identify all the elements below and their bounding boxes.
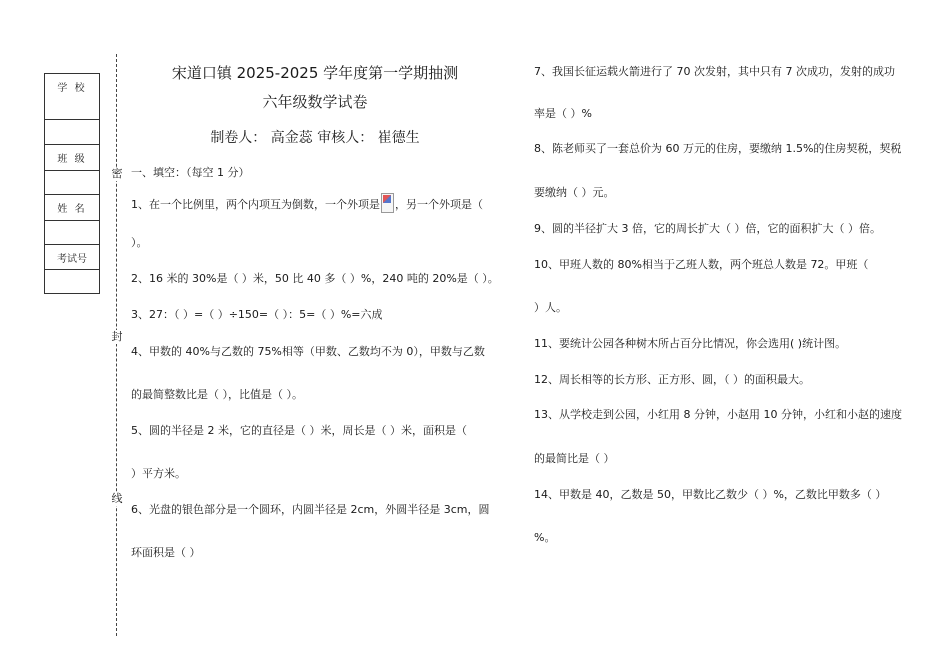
broken-image-icon	[381, 193, 394, 213]
name-field[interactable]	[45, 221, 100, 245]
student-info-table	[44, 73, 100, 294]
seal-dashed-line	[116, 54, 117, 636]
exam-makers: 制卷人： 高金蕊 审核人： 崔德生	[210, 130, 420, 146]
question-line: 13、从学校走到公园，小红用 8 分钟，小赵用 10 分钟，小红和小赵的速度	[534, 408, 902, 421]
question-line: 4、甲数的 40%与乙数的 75%相等（甲数、乙数均不为 0），甲数与乙数	[131, 345, 485, 358]
question-line: 要缴纳（ ）元。	[534, 186, 615, 199]
school-field[interactable]	[45, 120, 100, 145]
q1a-before: 1、在一个比例里，两个内项互为倒数，一个外项是	[131, 198, 380, 211]
question-line: 的最简比是（ ）	[534, 452, 615, 465]
question-line: 7、我国长征运载火箭进行了 70 次发射，其中只有 7 次成功，发射的成功	[534, 65, 895, 78]
question-line	[131, 193, 483, 213]
question-line: 10、甲班人数的 80%相当于乙班人数，两个班总人数是 72。甲班（	[534, 258, 869, 271]
question-line: 5、圆的半径是 2 米，它的直径是（ ）米，周长是（ ）米，面积是（	[131, 424, 467, 437]
question-line: ）人。	[534, 301, 567, 314]
seal-char-xian: 线	[111, 492, 123, 505]
exam-subtitle: 六年级数学试卷	[262, 93, 368, 111]
question-line: 12、周长相等的长方形、正方形、圆，（ ）的面积最大。	[534, 373, 810, 386]
question-line: 环面积是（ ）	[131, 546, 201, 559]
school-label: 学 校	[45, 74, 100, 120]
exam-number-label: 考试号	[45, 245, 100, 270]
question-line: 的最简整数比是（ ），比值是（ ）。	[131, 388, 303, 401]
name-label: 姓 名	[45, 195, 100, 221]
question-line: 9、圆的半径扩大 3 倍，它的周长扩大（ ）倍，它的面积扩大（ ）倍。	[534, 222, 881, 235]
question-line: 6、光盘的银色部分是一个圆环，内圆半径是 2cm，外圆半径是 3cm，圆	[131, 503, 490, 516]
exam-number-field[interactable]	[45, 270, 100, 294]
question-line: 8、陈老师买了一套总价为 60 万元的住房，要缴纳 1.5%的住房契税，契税	[534, 142, 902, 155]
question-line: 14、甲数是 40，乙数是 50，甲数比乙数少（ ）%，乙数比甲数多（ ）	[534, 488, 887, 501]
question-line: 2、16 米的 30%是（ ）米，50 比 40 多（ ）%，240 吨的 20%是（ ）。	[131, 272, 499, 285]
question-line: 11、要统计公园各种树木所占百分比情况，你会选用( )统计图。	[534, 337, 847, 350]
class-label: 班 级	[45, 145, 100, 171]
question-line: ）。	[131, 236, 148, 249]
exam-title: 宋道口镇 2025-2025 学年度第一学期抽测	[171, 64, 459, 82]
question-line: ）平方米。	[131, 467, 186, 480]
class-field[interactable]	[45, 171, 100, 195]
seal-char-mi: 密	[111, 167, 123, 180]
question-line: 3、27：（ ）=（ ）÷150=（ ）：5=（ ）%=六成	[131, 308, 383, 321]
q1a-after: ，另一个外项是（	[395, 198, 483, 211]
question-line: 率是（ ）%	[534, 107, 592, 120]
seal-char-feng: 封	[111, 330, 123, 343]
section-heading: 一、填空：（每空 1 分）	[131, 166, 250, 179]
question-line: %。	[534, 531, 556, 544]
